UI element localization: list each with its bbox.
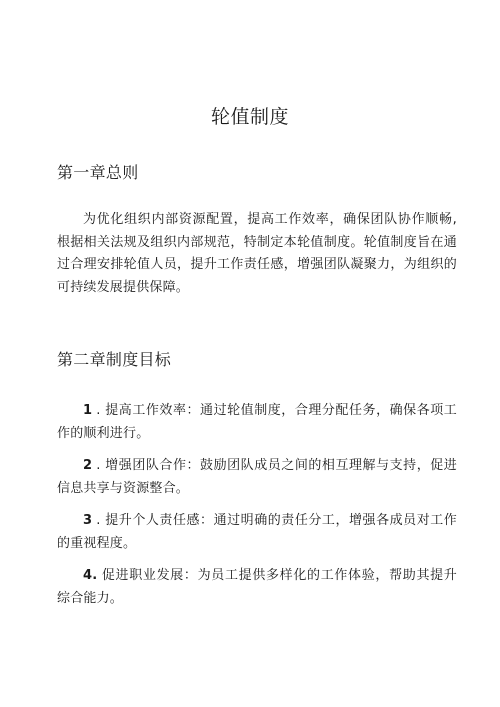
list-item	[57, 455, 457, 500]
chapter-1-paragraph: 为优化组织内部资源配置，提高工作效率，确保团队协作顺畅, 根据相关法规及组织内部规范，特制定本轮值制度。轮值制度旨在通过合理安排轮值人员，提升工作责任感，增强团队凝聚力，为组织的可持续发展提供保障。	[57, 212, 457, 295]
list-item	[57, 510, 457, 555]
chapter-1-body	[57, 209, 457, 299]
list-item-text: . 提高工作效率：通过轮值制度，合理分配任务，确保各项工作的顺利进行。	[57, 403, 457, 441]
list-item-text: . 增强团队合作：鼓励团队成员之间的相互理解与支持，促进信息共享与资源整合。	[57, 458, 457, 496]
document-title: 轮值制度	[210, 106, 289, 128]
list-item-number: 2	[83, 458, 93, 473]
list-item-number: 3	[83, 513, 93, 528]
list-item-text: 促进职业发展：为员工提供多样化的工作体验，帮助其提升综合能力。	[57, 568, 457, 606]
goals-list	[57, 400, 457, 610]
chapter-1-heading-block	[57, 160, 457, 183]
list-item-number: 1	[83, 403, 93, 418]
list-item	[57, 400, 457, 445]
list-item	[57, 565, 457, 610]
list-item-number: 4.	[83, 568, 98, 583]
chapter-1-heading: 第一章总则	[57, 163, 139, 182]
chapter-2-heading: 第二章制度目标	[57, 350, 172, 369]
chapter-2-body	[57, 400, 457, 620]
list-item-text: . 提升个人责任感：通过明确的责任分工，增强各成员对工作的重视程度。	[57, 513, 457, 551]
chapter-2-heading-block	[57, 347, 457, 370]
